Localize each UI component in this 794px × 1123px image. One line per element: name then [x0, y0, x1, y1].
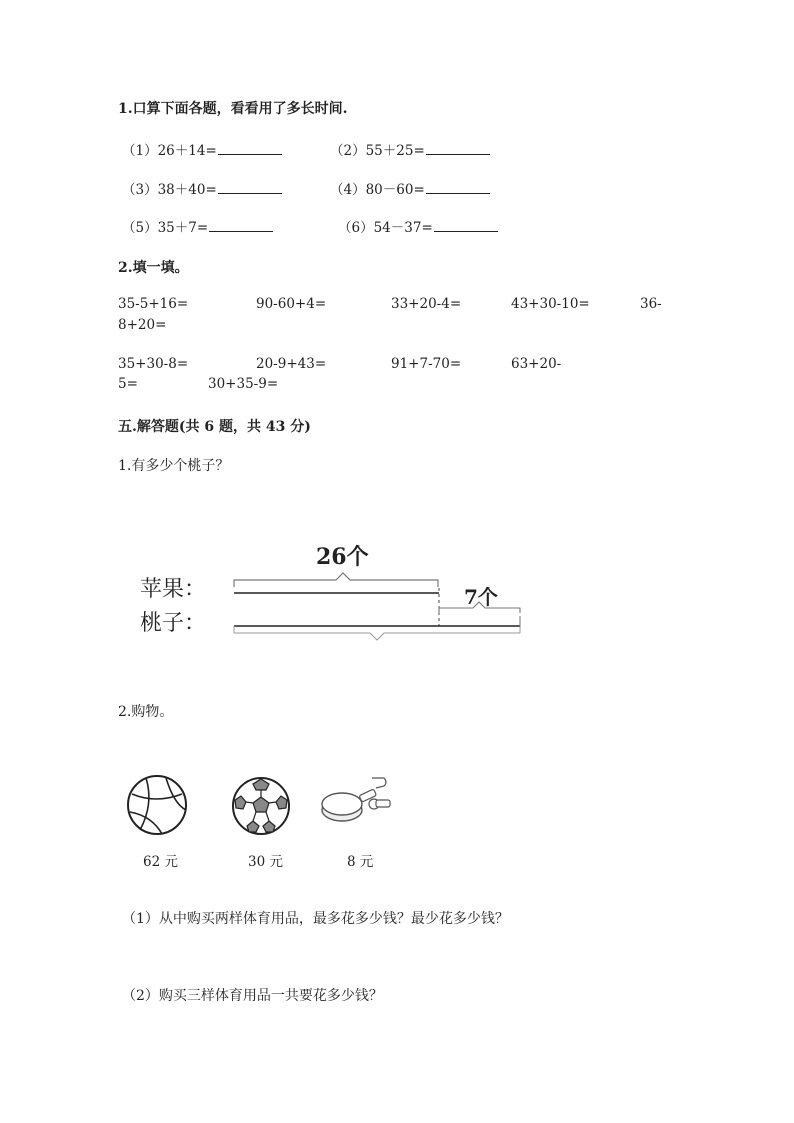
q1-item-2: [330, 139, 490, 159]
problem2-sub2: （2）购买三样体育用品一共要花多少钱？: [122, 988, 383, 1004]
soccer-ball-icon: [231, 776, 291, 836]
q1-item-2-label: （2）55＋25=: [330, 143, 425, 159]
q1-item-6-label: （6）54－37=: [338, 220, 433, 236]
answer-blank[interactable]: [218, 181, 282, 194]
q1-item-5: [122, 216, 273, 236]
q2-title: 2.填一填。: [118, 260, 189, 276]
q1-item-1: [122, 139, 282, 159]
q2-expr: 30+35-9=: [208, 376, 279, 392]
q2-expr: 8+20=: [118, 317, 167, 333]
q2-expr: 35-5+16=: [118, 296, 189, 312]
apple-brace: [234, 573, 438, 587]
q1-item-3-label: （3）38＋40=: [122, 182, 217, 198]
q2-expr: 63+20-: [511, 356, 562, 372]
q1-item-1-label: （1）26＋14=: [122, 143, 217, 159]
product-price: 8 元: [347, 854, 374, 870]
basketball-icon: [126, 774, 188, 836]
product-price: 30 元: [248, 854, 283, 870]
q1-item-4-label: （4）80－60=: [330, 182, 425, 198]
answer-blank[interactable]: [426, 181, 490, 194]
section-title: 五.解答题(共 6 题，共 43 分): [118, 419, 311, 435]
apple-count-label: 26个: [316, 544, 369, 570]
answer-blank[interactable]: [434, 219, 498, 232]
q2-expr: 35+30-8=: [118, 356, 189, 372]
peach-label: 桃子：: [140, 611, 207, 636]
q2-expr: 20-9+43=: [256, 356, 327, 372]
answer-blank[interactable]: [426, 142, 490, 155]
q2-expr: 91+7-70=: [391, 356, 462, 372]
bar-diagram: [130, 530, 530, 650]
q2-expr: 5=: [118, 376, 138, 392]
q2-expr: 90-60+4=: [256, 296, 327, 312]
q1-item-4: [330, 178, 490, 198]
extra-count-label: 7个: [464, 585, 498, 609]
apple-label: 苹果：: [140, 577, 207, 602]
product-price: 62 元: [143, 854, 178, 870]
answer-blank[interactable]: [209, 219, 273, 232]
q1-item-3: [122, 178, 282, 198]
answer-blank[interactable]: [218, 142, 282, 155]
q2-expr: 43+30-10=: [511, 296, 590, 312]
q1-item-5-label: （5）35＋7=: [122, 220, 209, 236]
q1-title: 1.口算下面各题，看看用了多长时间.: [118, 101, 348, 117]
q2-expr: 36-: [640, 296, 662, 312]
problem2-sub1: （1）从中购买两样体育用品，最多花多少钱？最少花多少钱？: [122, 911, 509, 927]
peach-brace: [234, 626, 520, 640]
problem2-title: 2.购物。: [118, 704, 174, 720]
q2-expr: 33+20-4=: [391, 296, 462, 312]
q1-item-6: [338, 216, 498, 236]
ping-pong-paddle-icon: [318, 776, 392, 828]
problem1-title: 1.有多少个桃子？: [118, 458, 230, 474]
